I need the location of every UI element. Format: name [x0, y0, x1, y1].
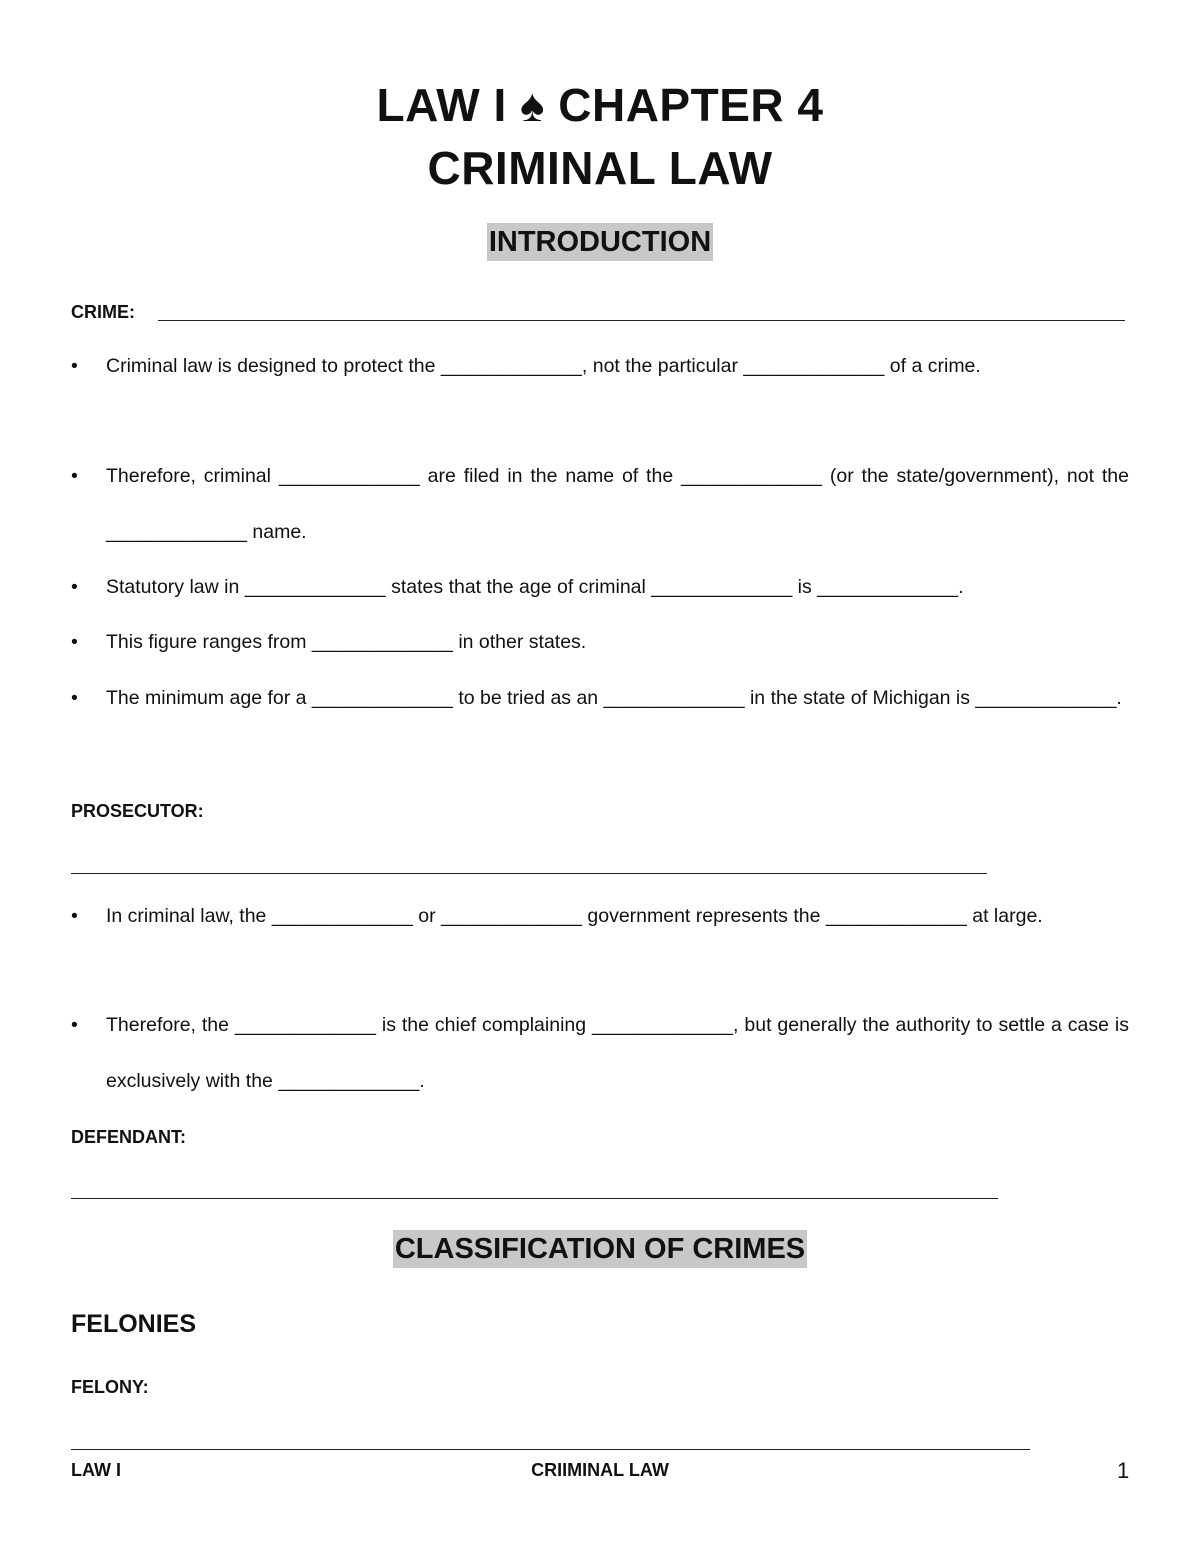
- term-crime: CRIME:: [71, 302, 135, 322]
- chapter-subtitle: CRIMINAL LAW: [427, 142, 773, 194]
- list-item: [71, 559, 1129, 615]
- list-item-text: Statutory law in _____________ states that the age of criminal _____________ is _____________.: [106, 576, 964, 598]
- bullet-marker: •: [71, 465, 78, 487]
- page-number: 1: [1117, 1458, 1130, 1483]
- answer-line-defendant: [71, 1198, 998, 1199]
- list-item-text: The minimum age for a _____________ to be tried as an _____________ in the state of Michigan is _____________.: [106, 687, 1122, 709]
- list-item-text: This figure ranges from _____________ in other states.: [106, 631, 587, 653]
- section-heading-label: CLASSIFICATION OF CRIMES: [393, 1230, 807, 1268]
- list-item-text: Therefore, criminal _____________ are filed in the name of the _____________ (or the state/government), not the _____________ name.: [106, 465, 1129, 543]
- bullet-marker: •: [71, 1014, 78, 1036]
- subheading-felonies: FELONIES: [71, 1310, 197, 1338]
- footer-center: CRIIMINAL LAW: [531, 1460, 669, 1480]
- list-item: [71, 670, 1129, 726]
- section-heading-classification: [0, 1230, 1200, 1268]
- list-item-text: Criminal law is designed to protect the _____________, not the particular _____________ of a crime.: [106, 355, 981, 377]
- list-item: [71, 338, 1129, 394]
- list-item: [71, 448, 1129, 560]
- list-item: [71, 888, 1129, 944]
- answer-line-crime: [158, 320, 1125, 321]
- list-item: [71, 614, 1129, 670]
- bullet-marker: •: [71, 576, 78, 598]
- chapter-title: LAW I ♠ CHAPTER 4: [376, 79, 824, 131]
- list-item: [71, 997, 1129, 1109]
- section-heading-label: INTRODUCTION: [487, 223, 713, 261]
- footer-left: LAW I: [71, 1460, 121, 1480]
- list-item-text: Therefore, the _____________ is the chief complaining _____________, but generally the authority to settle a case is exclusively with the _____________.: [106, 1014, 1129, 1092]
- section-heading-introduction: [0, 223, 1200, 261]
- term-prosecutor: PROSECUTOR:: [71, 801, 204, 821]
- footer-divider: [71, 1449, 1030, 1450]
- bullet-marker: •: [71, 631, 78, 653]
- bullet-marker: •: [71, 355, 78, 377]
- list-item-text: In criminal law, the _____________ or _____________ government represents the _____________ at large.: [106, 905, 1043, 927]
- bullet-marker: •: [71, 905, 78, 927]
- answer-line-prosecutor: [71, 873, 987, 874]
- bullet-marker: •: [71, 687, 78, 709]
- term-defendant: DEFENDANT:: [71, 1127, 186, 1147]
- term-felony: FELONY:: [71, 1377, 149, 1397]
